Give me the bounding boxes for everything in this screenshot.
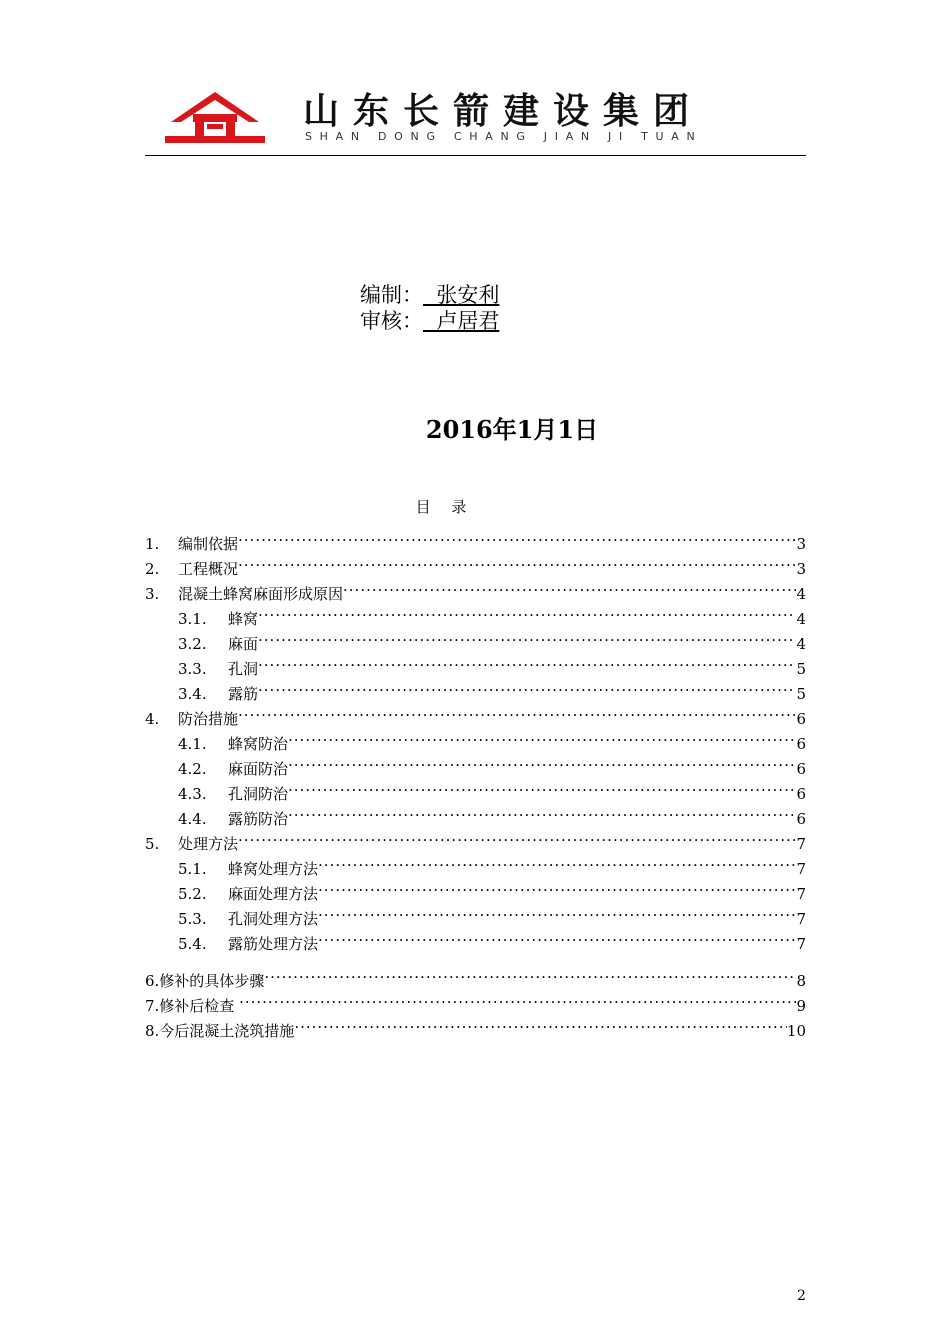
toc-leader-dots (318, 849, 796, 874)
reviewer-name: 卢居君 (423, 309, 500, 333)
toc-entry-title: 孔洞处理方法 (228, 910, 319, 928)
toc-entry[interactable] (145, 986, 806, 1015)
toc-leader-dots (258, 624, 796, 649)
toc-leader-dots (288, 749, 796, 774)
toc-entry[interactable] (145, 524, 806, 553)
toc-entry-number: 4.2. (178, 760, 207, 778)
page-number: 2 (797, 1288, 806, 1304)
company-name-chinese: 山东长箭建设集团 (303, 91, 704, 132)
toc-leader-dots (288, 724, 796, 749)
toc-entry-title: 麻面处理方法 (228, 885, 319, 903)
toc-entry-number: 3.2. (178, 635, 207, 653)
toc-entry-page: 4 (796, 610, 806, 628)
toc-entry-page: 6 (796, 810, 806, 828)
toc-entry-title: 蜂窝 (228, 610, 259, 628)
toc-leader-dots (264, 961, 796, 986)
toc-entry-title: 处理方法 (178, 835, 239, 853)
toc-entry-page: 7 (796, 935, 806, 953)
toc-entry-page: 10 (786, 1022, 806, 1040)
toc-leader-dots (239, 986, 796, 1011)
toc-entry-page: 7 (796, 860, 806, 878)
header-divider (145, 155, 806, 156)
toc-entry-number: 5.3. (178, 910, 207, 928)
toc-entry-page: 7 (796, 910, 806, 928)
author-name: 张安利 (423, 283, 500, 307)
toc-entry[interactable] (145, 724, 806, 753)
toc-entry-number: 5.1. (178, 860, 207, 878)
toc-entry-number: 3.4. (178, 685, 207, 703)
toc-entry-page: 6 (796, 785, 806, 803)
toc-entry-page: 5 (796, 660, 806, 678)
toc-entry[interactable] (145, 1011, 806, 1040)
toc-leader-dots (288, 799, 796, 824)
toc-leader-dots (238, 549, 796, 574)
toc-entry-title: 孔洞防治 (228, 785, 289, 803)
toc-entry-page: 3 (796, 560, 806, 578)
toc-entry-title: 露筋防治 (228, 810, 289, 828)
credits (360, 282, 499, 334)
toc-entry-title: 蜂窝处理方法 (228, 860, 319, 878)
author-row (360, 282, 499, 308)
reviewer-label: 审核： (360, 309, 423, 333)
company-name-pinyin: SHAN DONG CHANG JIAN JI TUAN (305, 130, 703, 143)
toc-leader-dots (343, 574, 796, 599)
toc-entry-page: 9 (796, 997, 806, 1015)
toc-entry-page: 3 (796, 535, 806, 553)
letterhead (145, 86, 806, 156)
toc-entry-number: 3.3. (178, 660, 207, 678)
toc-entry-number: 1. (145, 535, 160, 553)
toc-entry-title: 6.修补的具体步骤 (145, 972, 265, 990)
toc-entry[interactable] (145, 824, 806, 853)
toc-leader-dots (294, 1011, 787, 1036)
toc-entry-page: 6 (796, 760, 806, 778)
company-logo-icon (163, 90, 267, 144)
toc-leader-dots (318, 899, 796, 924)
toc-entry-page: 7 (796, 885, 806, 903)
toc-leader-dots (288, 774, 796, 799)
toc-entry-number: 4.4. (178, 810, 207, 828)
toc-entry-page: 4 (796, 585, 806, 603)
toc-entry-number: 5.4. (178, 935, 207, 953)
author-label: 编制： (360, 283, 423, 307)
toc-entry-page: 5 (796, 685, 806, 703)
toc-entry-page: 8 (796, 972, 806, 990)
toc-entry[interactable] (145, 849, 806, 878)
toc-entry[interactable] (145, 574, 806, 603)
document-date: 2016年1月1日 (425, 415, 599, 444)
toc-entry-page: 4 (796, 635, 806, 653)
toc-leader-dots (258, 599, 796, 624)
toc-leader-dots (258, 674, 796, 699)
toc-entry-title: 8.今后混凝土浇筑措施 (145, 1022, 295, 1040)
toc-entry-number: 5. (145, 835, 160, 853)
toc-entry-page: 6 (796, 735, 806, 753)
toc-entry-title: 混凝土蜂窝麻面形成原因 (178, 585, 344, 603)
toc-leader-dots (238, 699, 796, 724)
toc-leader-dots (318, 924, 796, 949)
toc-entry-number: 4.1. (178, 735, 207, 753)
toc-entry-title: 防治措施 (178, 710, 239, 728)
toc-entry[interactable] (145, 549, 806, 578)
toc-leader-dots (318, 874, 796, 899)
toc-entry-title: 麻面 (228, 635, 259, 653)
toc-entry-number: 3. (145, 585, 160, 603)
toc-entry-title: 编制依据 (178, 535, 239, 553)
toc-title: 目 录 (415, 498, 475, 516)
toc-entry-page: 7 (796, 835, 806, 853)
toc-entry-title: 蜂窝防治 (228, 735, 289, 753)
toc-entry-title: 麻面防治 (228, 760, 289, 778)
toc-entry-title: 露筋 (228, 685, 259, 703)
toc-entry-title: 露筋处理方法 (228, 935, 319, 953)
toc-entry[interactable] (145, 961, 806, 990)
toc-entry-page: 6 (796, 710, 806, 728)
reviewer-row (360, 308, 499, 334)
toc-leader-dots (258, 649, 796, 674)
toc-entry-title: 工程概况 (178, 560, 239, 578)
toc-leader-dots (238, 524, 796, 549)
toc-entry-number: 4.3. (178, 785, 207, 803)
toc-entry-number: 2. (145, 560, 160, 578)
table-of-contents (145, 524, 806, 1040)
toc-entry-title: 7.修补后检查 (145, 997, 240, 1015)
toc-entry-number: 5.2. (178, 885, 207, 903)
toc-entry-title: 孔洞 (228, 660, 259, 678)
toc-entry-number: 3.1. (178, 610, 207, 628)
toc-entry-number: 4. (145, 710, 160, 728)
toc-leader-dots (238, 824, 796, 849)
toc-entry[interactable] (145, 699, 806, 728)
